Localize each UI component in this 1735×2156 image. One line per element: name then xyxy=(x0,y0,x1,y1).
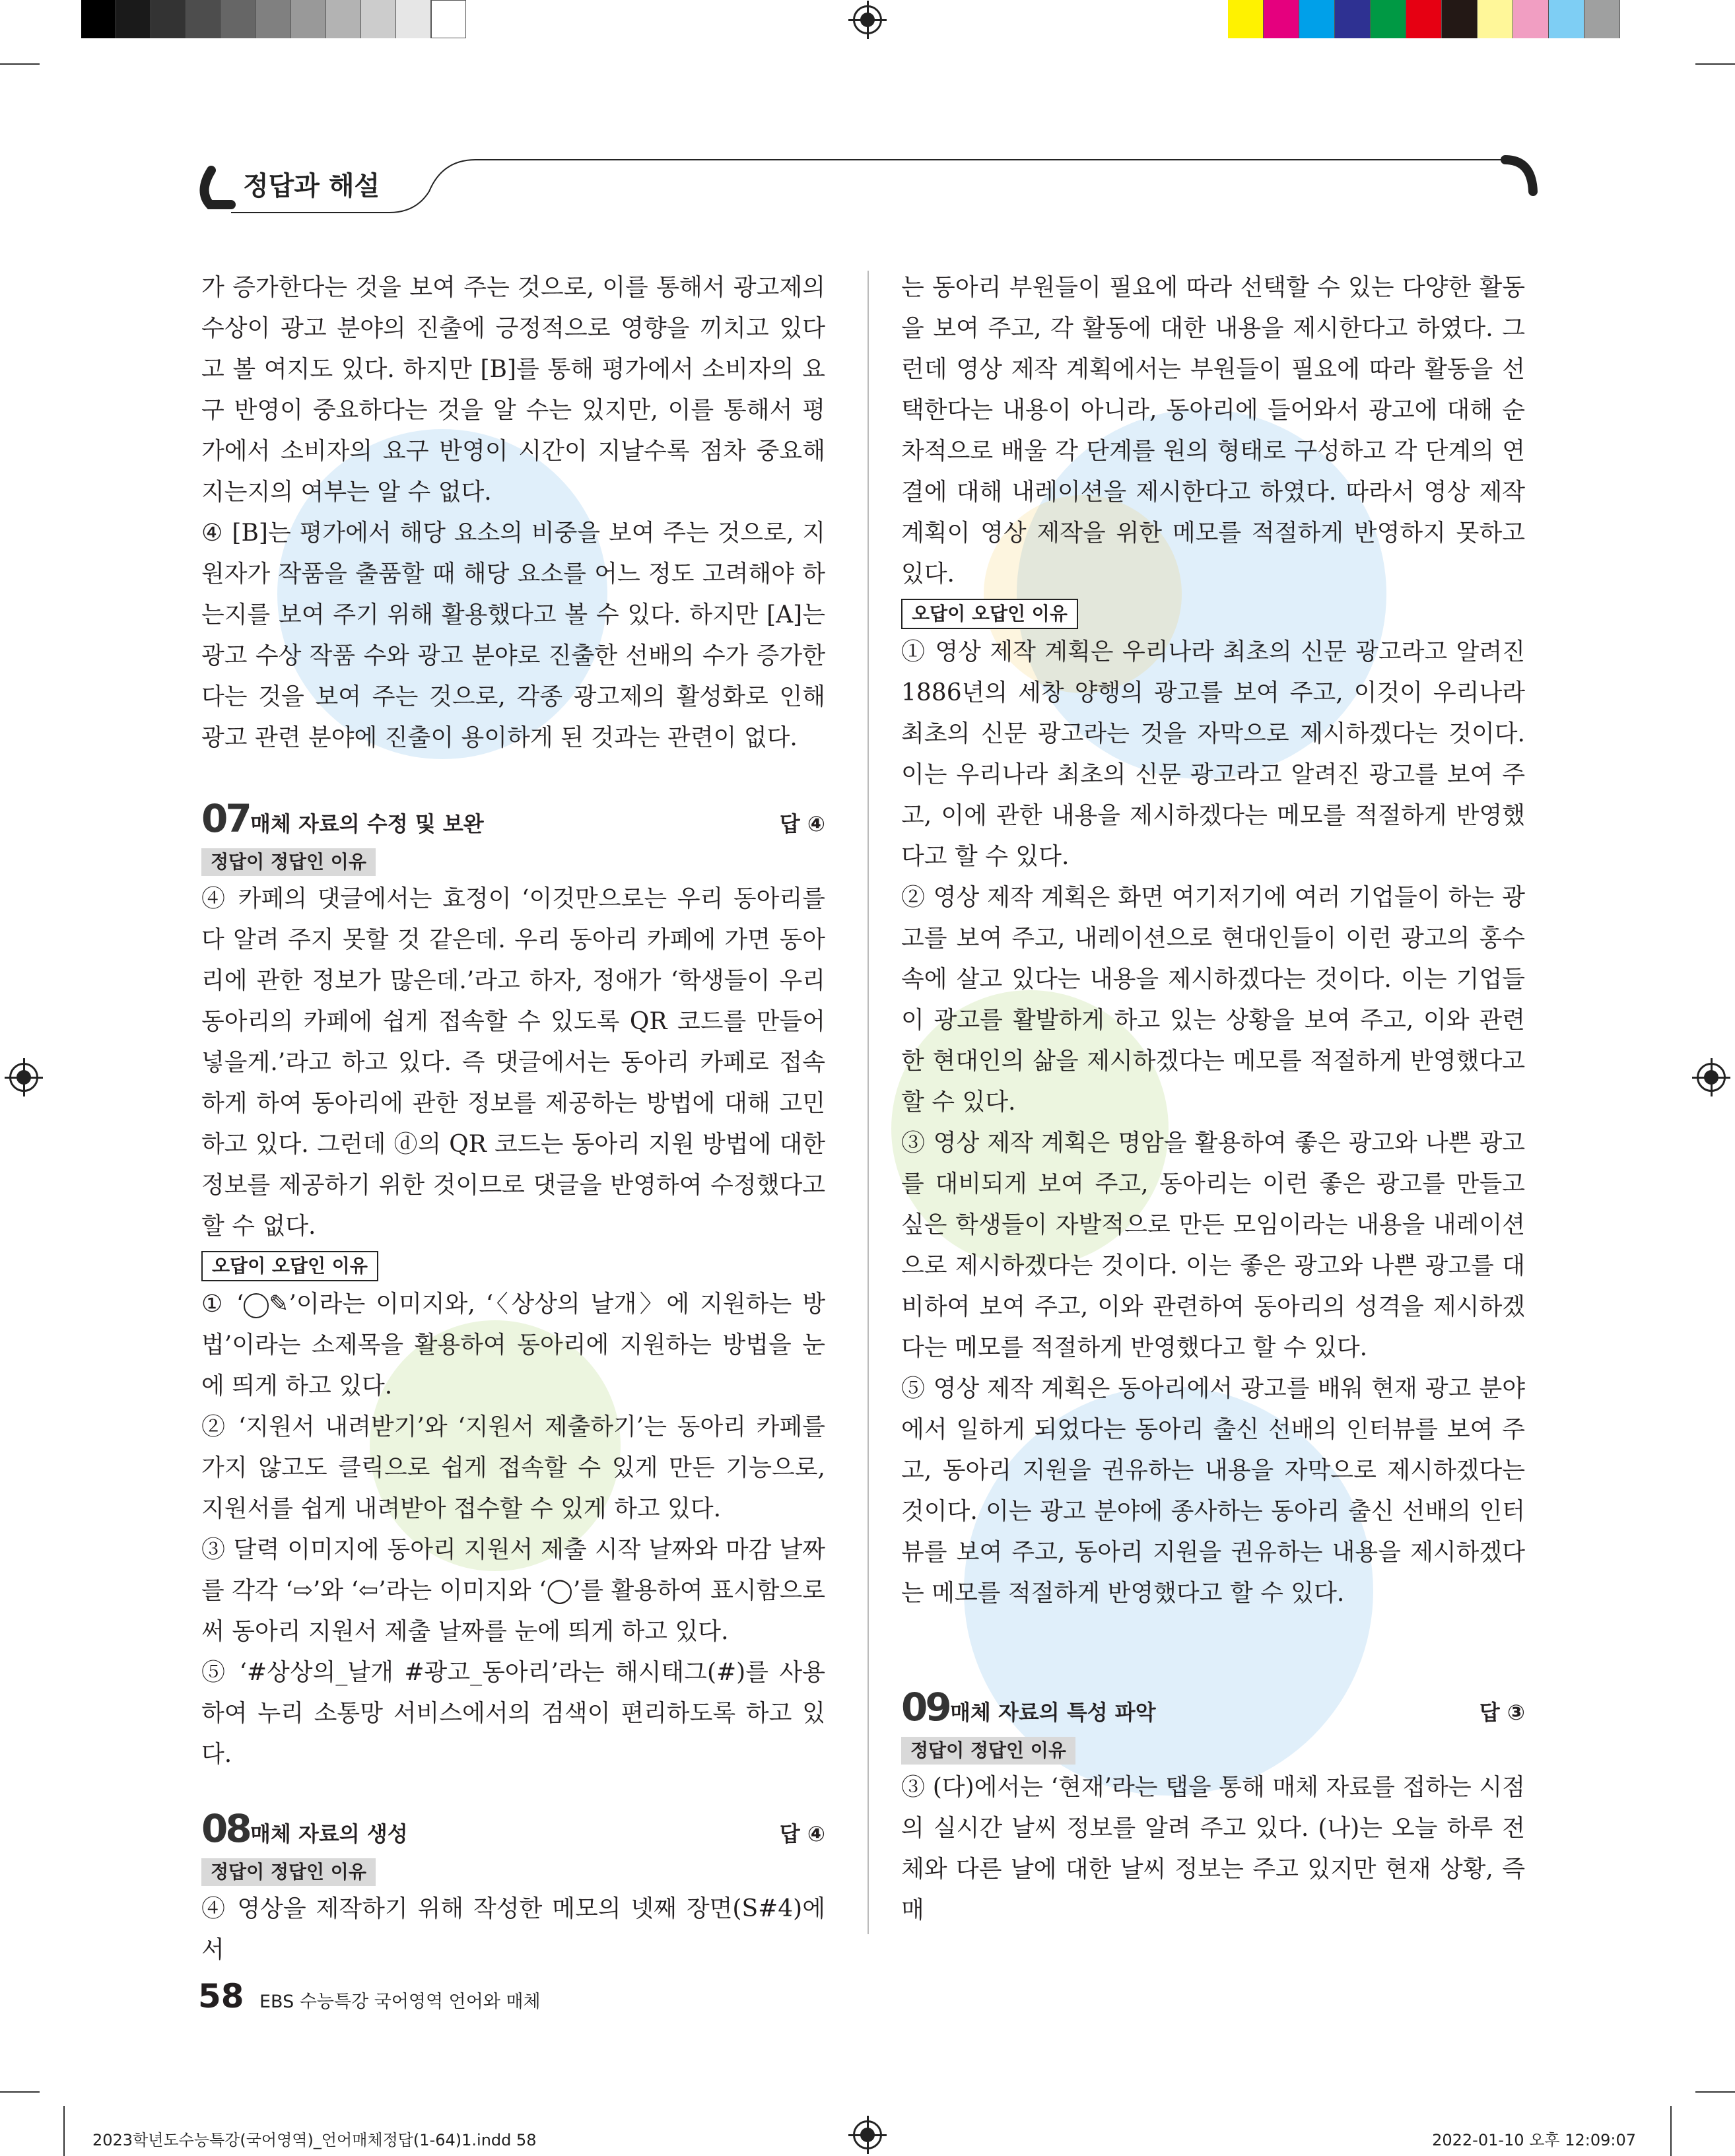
question-title: 매체 자료의 생성 xyxy=(250,1821,408,1846)
palette-icon xyxy=(244,1293,269,1318)
registration-mark-left xyxy=(9,1063,38,1092)
question-number: 08 xyxy=(201,1806,250,1851)
correct-reason-tag: 정답이 정답인 이유 xyxy=(201,848,376,876)
process-color-bar xyxy=(1228,0,1620,38)
paragraph: ⑤ 영상 제작 계획은 동아리에서 광고를 배워 현재 광고 분야에서 일하게 되었다는 동아리 출신 선배의 인터뷰를 보여 주고, 동아리 지원을 권유하는 내용을 자막으로 제시하겠다는 것이다. 이는 광고 분야에 종사하는 동아리 출신 선배의 인터뷰를 보여 주고, 동아리 지원을 권유하는 내용을 제시하겠다는 메모를 적절하게 반영했다고 할 수 있다. xyxy=(901,1375,1525,1607)
registration-mark-right xyxy=(1697,1063,1726,1092)
brush-icon: ✎ xyxy=(269,1291,289,1318)
paragraph: 가 증가한다는 것을 보여 주는 것으로, 이를 통해서 광고제의 수상이 광고 분야의 진출에 긍정적으로 영향을 끼치고 있다고 볼 여지도 있다. 하지만 [B]를 통해 평가에서 소비자의 요구 반영이 중요하다는 것을 알 수는 있지만, 이를 통해서 평가에서 소비자의 요구 반영이 시간이 지날수록 점차 중요해지는지의 여부는 알 수 없다. xyxy=(201,274,825,506)
wrong-reason-tag: 오답이 오답인 이유 xyxy=(901,599,1078,629)
paragraph: 는 동아리 부원들이 필요에 따라 선택할 수 있는 다양한 활동을 보여 주고, 각 활동에 대한 내용을 제시한다고 하였다. 그런데 영상 제작 계획에서는 부원들이 필요에 따라 활동을 선택한다는 내용이 아니라, 동아리에 들어와서 광고에 대해 순차적으로 배울 각 단계를 원의 형태로 구성하고 각 단계의 연결에 대해 내레이션을 제시한다고 하였다. 따라서 영상 제작 계획이 영상 제작을 위한 메모를 적절하게 반영하지 못하고 있다. xyxy=(901,274,1525,588)
wrong-reason-tag: 오답이 오답인 이유 xyxy=(201,1251,378,1281)
correct-reason-tag: 정답이 정답인 이유 xyxy=(201,1858,376,1886)
question-number: 07 xyxy=(201,796,250,841)
text-run: ’이라는 이미지와, ‘〈상상의 날개〉에 지원하는 방법’이라는 소제목을 활용하여 동아리에 지원하는 방법을 눈에 띄게 하고 있다. xyxy=(201,1291,825,1399)
left-column xyxy=(201,267,825,1971)
paragraph: ② ‘지원서 내려받기’와 ‘지원서 제출하기’는 동아리 카페를 가지 않고도 클릭으로 쉽게 접속할 수 있게 만든 기능으로, 지원서를 쉽게 내려받아 접수할 수 있게 하고 있다. xyxy=(201,1413,825,1522)
paragraph: ② 영상 제작 계획은 화면 여기저기에 여러 기업들이 하는 광고를 보여 주고, 내레이션으로 현대인들이 이런 광고의 홍수 속에 살고 있다는 내용을 제시하겠다는 것이다. 이는 기업들이 광고를 활발하게 하고 있는 상황을 보여 주고, 이와 관련한 현대인의 삶을 제시하겠다는 메모를 적절하게 반영했다고 할 수 있다. xyxy=(901,884,1525,1116)
grayscale-color-bar xyxy=(81,0,466,38)
crop-mark xyxy=(1695,63,1735,65)
question-number: 09 xyxy=(901,1685,949,1730)
paragraph: ④ 카페의 댓글에서는 효정이 ‘이것만으로는 우리 동아리를 다 알려 주지 못할 것 같은데. 우리 동아리 카페에 가면 동아리에 관한 정보가 많은데.’라고 하자, 정애가 ‘학생들이 우리 동아리의 카페에 쉽게 접속할 수 있도록 QR 코드를 만들어 넣을게.’라고 하고 있다. 즉 댓글에서는 동아리 카페로 접속하게 하여 동아리에 관한 정보를 제공하는 방법에 대해 고민하고 있다. 그런데 ⓓ의 QR 코드는 동아리 지원 방법에 대한 정보를 제공하기 위한 것이므로 댓글을 반영하여 수정했다고 할 수 없다. xyxy=(201,885,825,1240)
header-title: 정답과 해설 xyxy=(243,171,380,201)
question-8-header xyxy=(201,1808,825,1854)
crop-mark xyxy=(1670,2106,1672,2156)
text-run: ① ‘ xyxy=(201,1291,244,1318)
question-answer: 답 ③ xyxy=(1479,1700,1525,1725)
registration-mark-bottom xyxy=(853,2120,882,2149)
paragraph: ③ (다)에서는 ‘현재’라는 탭을 통해 매체 자료를 접하는 시점의 실시간 날씨 정보를 알려 주고 있다. (나)는 오늘 하루 전체와 다른 날에 대한 날씨 정보는 주고 있지만 현재 상황, 즉 매 xyxy=(901,1774,1525,1924)
crop-mark xyxy=(63,2106,65,2156)
paragraph: ⑤ ‘#상상의_날개 #광고_동아리’라는 해시태그(#)를 사용하여 누리 소통망 서비스에서의 검색이 편리하도록 하고 있다. xyxy=(201,1659,825,1768)
question-title: 매체 자료의 수정 및 보완 xyxy=(250,811,484,836)
crop-mark xyxy=(1695,2091,1735,2093)
paragraph: ③ 영상 제작 계획은 명암을 활용하여 좋은 광고와 나쁜 광고를 대비되게 보여 주고, 동아리는 이런 좋은 광고를 만들고 싶은 학생들이 자발적으로 만든 모임이라는 내용을 내레이션으로 제시하겠다는 것이다. 이는 좋은 광고와 나쁜 광고를 대비하여 보여 주고, 이와 관련하여 동아리의 성격을 제시하겠다는 메모를 적절하게 반영했다고 할 수 있다. xyxy=(901,1129,1525,1361)
print-timestamp: 2022-01-10 오후 12:09:07 xyxy=(1432,2131,1636,2149)
paragraph: ④ 영상을 제작하기 위해 작성한 메모의 넷째 장면(S#4)에서 xyxy=(201,1895,825,1963)
question-title: 매체 자료의 특성 파악 xyxy=(950,1700,1156,1725)
crop-mark xyxy=(0,2091,40,2093)
header-rule xyxy=(191,152,1545,218)
column-divider xyxy=(867,271,869,1934)
paragraph: ④ [B]는 평가에서 해당 요소의 비중을 보여 주는 것으로, 지원자가 작품을 출품할 때 해당 요소를 어느 정도 고려해야 하는지를 보여 주기 위해 활용했다고 볼 수 있다. 하지만 [A]는 광고 수상 작품 수와 광고 분야로 진출한 선배의 수가 증가한다는 것을 보여 주는 것으로, 각종 광고제의 활성화로 인해 광고 관련 분야에 진출이 용이하게 된 것과는 관련이 없다. xyxy=(201,520,825,751)
question-answer: 답 ④ xyxy=(779,1821,825,1846)
file-slug: 2023학년도수능특강(국어영역)_언어매체정답(1-64)1.indd 58 xyxy=(92,2131,537,2149)
correct-reason-tag: 정답이 정답인 이유 xyxy=(901,1737,1075,1765)
registration-mark-top xyxy=(853,5,882,34)
paragraph xyxy=(201,1284,825,1407)
paragraph: ③ 달력 이미지에 동아리 지원서 제출 시작 날짜와 마감 날짜를 각각 ‘⇨’와 ‘⇦’라는 이미지와 ‘◯’를 활용하여 표시함으로써 동아리 지원서 제출 날짜를 눈에 띄게 하고 있다. xyxy=(201,1536,825,1645)
paragraph: ① 영상 제작 계획은 우리나라 최초의 신문 광고라고 알려진 1886년의 세창 양행의 광고를 보여 주고, 이것이 우리나라 최초의 신문 광고라는 것을 자막으로 제시하겠다는 것이다. 이는 우리나라 최초의 신문 광고라고 알려진 광고를 보여 주고, 이에 관한 내용을 제시하겠다는 메모를 적절하게 반영했다고 할 수 있다. xyxy=(901,638,1525,870)
question-answer: 답 ④ xyxy=(779,811,825,836)
right-column xyxy=(901,267,1525,1931)
crop-mark xyxy=(0,63,40,65)
question-9-header xyxy=(901,1687,1525,1733)
question-7-header xyxy=(201,798,825,844)
page-number: 58 xyxy=(198,1977,244,2015)
book-title: EBS 수능특강 국어영역 언어와 매체 xyxy=(259,1992,541,2012)
